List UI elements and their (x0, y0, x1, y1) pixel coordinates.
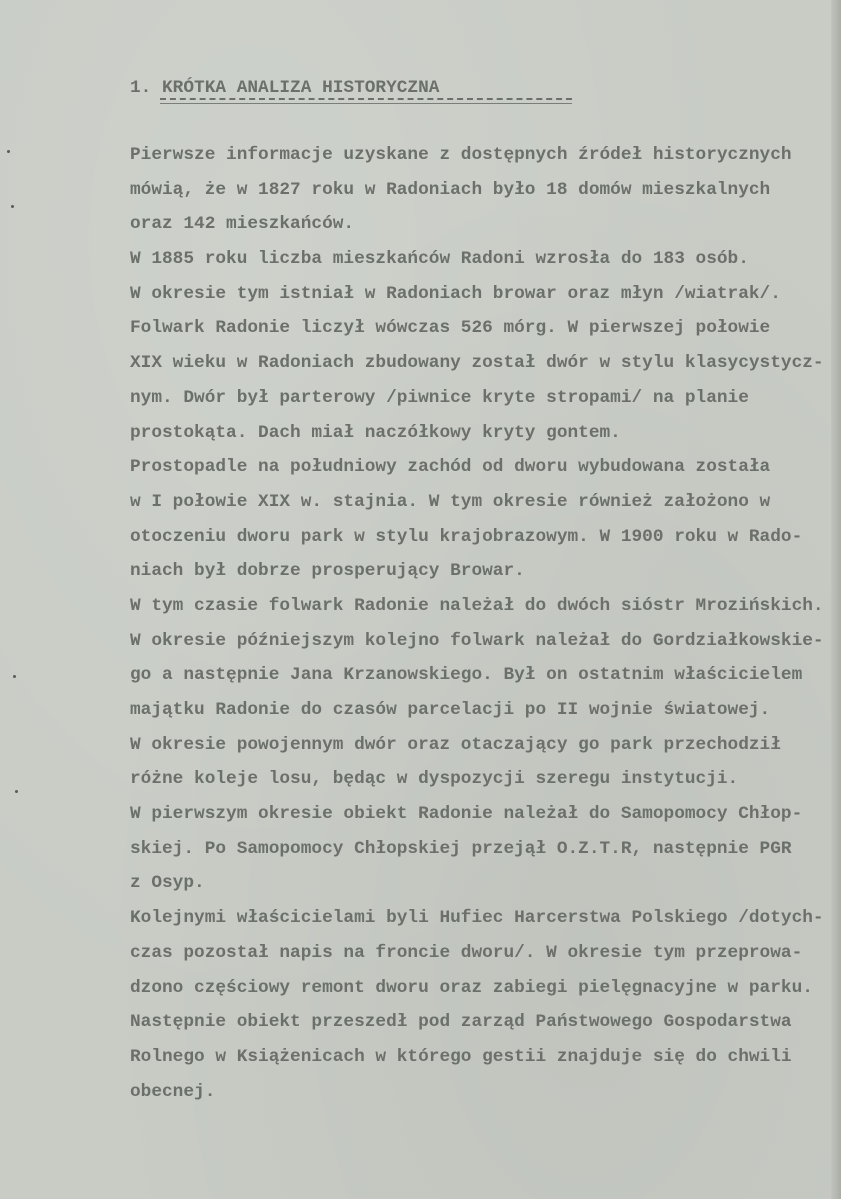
text-line: skiej. Po Samopomocy Chłopskiej przejął O.Z.T.R, następnie PGR (130, 838, 792, 859)
text-line: majątku Radonie do czasów parcelacji po II wojnie światowej. (130, 700, 771, 720)
text-line: czas pozostał napis na froncie dworu/. W okresie tym przeprowa- (130, 942, 803, 963)
text-line: Prostopadle na południowy zachód od dworu wybudowana została (130, 457, 771, 478)
text-line: Rolnego w Książenicach w którego gestii znajduje się do chwili (130, 1046, 792, 1067)
heading-number: 1. (130, 78, 152, 98)
text-line: W okresie późniejszym kolejno folwark należał do Gordziałkowskie- (130, 630, 824, 651)
text-line: prostokąta. Dach miał naczółkowy kryty gontem. (130, 422, 621, 443)
text-line: XIX wieku w Radoniach zbudowany został dwór w stylu klasycystycz- (130, 353, 824, 374)
text-line: oraz 142 mieszkańców. (130, 214, 355, 235)
text-line: otoczeniu dworu park w stylu krajobrazowym. W 1900 roku w Rado- (130, 526, 803, 547)
speck (7, 150, 10, 153)
typewritten-page (130, 0, 841, 1102)
text-line: W pierwszym okresie obiekt Radonie należał do Samopomocy Chłop- (130, 804, 803, 825)
text-line: obecnej. (130, 1081, 216, 1102)
text-line: W 1885 roku liczba mieszkańców Radoni wzrosła do 183 osób. (130, 249, 749, 270)
heading-underline (160, 98, 572, 104)
speck (11, 205, 14, 208)
speck (13, 675, 16, 678)
text-line: niach był dobrze prosperujący Browar. (130, 561, 525, 582)
speck (15, 790, 18, 793)
text-line: go a następnie Jana Krzanowskiego. Był on ostatnim właścicielem (130, 665, 803, 686)
paper-edge (831, 0, 841, 1199)
text-line: różne koleje losu, będąc w dyspozycji szeregu instytucji. (130, 769, 739, 790)
text-line: Kolejnymi właścicielami byli Hufiec Harcerstwa Polskiego /dotych- (130, 908, 824, 929)
heading-title: KRÓTKA ANALIZA HISTORYCZNA (162, 78, 440, 98)
text-line: nym. Dwór był parterowy /piwnice kryte stropami/ na planie (130, 387, 749, 408)
text-line: Pierwsze informacje uzyskane z dostępnych źródeł historycznych (130, 145, 792, 165)
text-line: dzono częściowy remont dworu oraz zabiegi pielęgnacyjne w parku. (130, 977, 813, 998)
text-line: Następnie obiekt przeszedł pod zarząd Państwowego Gospodarstwa (130, 1012, 792, 1033)
text-line: w I połowie XIX w. stajnia. W tym okresie również założono w (130, 491, 771, 512)
body-text (130, 138, 824, 1109)
text-line: W tym czasie folwark Radonie należał do dwóch sióstr Mrozińskich. (130, 595, 824, 616)
text-line: W okresie tym istniał w Radoniach browar oraz młyn /wiatrak/. (130, 283, 781, 304)
text-line: z Osyp. (130, 873, 205, 894)
text-line: W okresie powojennym dwór oraz otaczający go park przechodził (130, 734, 781, 755)
text-line: Folwark Radonie liczył wówczas 526 mórg. W pierwszej połowie (130, 318, 771, 339)
text-line: mówią, że w 1827 roku w Radoniach było 18 domów mieszkalnych (130, 179, 771, 200)
